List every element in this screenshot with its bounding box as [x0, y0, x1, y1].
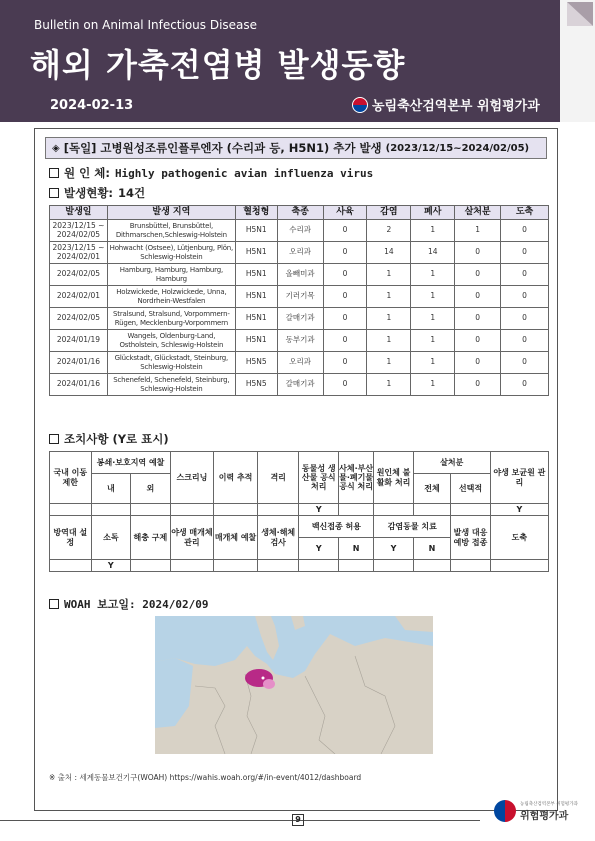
- pathogen-line: [49, 165, 373, 181]
- mark-cell: [338, 504, 373, 516]
- species: 갈매기과: [277, 374, 323, 396]
- measure-zone-out: 외: [131, 474, 171, 504]
- species: 오리과: [277, 242, 323, 264]
- page-number: 9: [292, 814, 304, 826]
- taegeuk-emblem-icon: [494, 800, 516, 822]
- culled-count: 0: [455, 352, 501, 374]
- mark-cell: [299, 560, 339, 572]
- measure-vector-surv: 매개체 예찰: [214, 516, 258, 560]
- serotype: H5N1: [235, 264, 277, 286]
- measure-preventive-vaccination: 발생 대응 예방 접종: [451, 516, 491, 560]
- slaughtered-count: 0: [501, 242, 549, 264]
- slaughtered-count: 0: [501, 352, 549, 374]
- measure-pest-control: 해충 구제: [131, 516, 171, 560]
- species: 기러기목: [277, 286, 323, 308]
- mark-cell: [170, 504, 214, 516]
- table-row: [50, 242, 549, 264]
- slaughtered-count: 0: [501, 220, 549, 242]
- footer-logo-text: 위험평가과: [520, 810, 569, 822]
- measure-vacc-yes: Y: [299, 538, 339, 560]
- dead-count: 1: [411, 220, 455, 242]
- column-header: 폐사: [411, 206, 455, 220]
- mark-cell: [131, 504, 171, 516]
- dead-count: 1: [411, 308, 455, 330]
- infected-count: 1: [367, 286, 411, 308]
- infected-count: 14: [367, 242, 411, 264]
- column-header: 감염: [367, 206, 411, 220]
- culled-count: 0: [455, 286, 501, 308]
- map-svg: [155, 616, 433, 754]
- page-corner: [560, 0, 595, 122]
- outbreak-date: 2024/02/05: [50, 264, 108, 286]
- measure-slaughter: 도축: [490, 516, 548, 560]
- measure-treat-no: N: [413, 538, 450, 560]
- section-title-bar: [45, 137, 547, 159]
- serotype: H5N1: [235, 286, 277, 308]
- bulletin-label: Bulletin on Animal Infectious Disease: [34, 18, 258, 32]
- outbreak-location: Hohwacht (Ostsee), Lütjenburg, Plön, Schleswig-Holstein: [107, 242, 235, 264]
- measure-carcass: 사체·부산물·폐기물 공식 처리: [338, 452, 373, 504]
- organization-name: 농림축산검역본부 위험평가과: [372, 99, 540, 114]
- woah-report-line: [49, 596, 208, 612]
- mark-cell: Y: [91, 560, 131, 572]
- mark-cell: Y: [299, 504, 339, 516]
- dead-count: 1: [411, 286, 455, 308]
- footer-logo-subtitle: 농림축산검역본부 위험평가과: [520, 801, 578, 807]
- mark-cell: [413, 504, 450, 516]
- outbreak-count-value: 14건: [118, 186, 146, 200]
- column-header: 사육: [323, 206, 367, 220]
- mark-cell: [91, 504, 131, 516]
- dead-count: 1: [411, 264, 455, 286]
- outbreak-secondary-marker: [263, 679, 275, 689]
- raised-count: 0: [323, 352, 367, 374]
- slaughtered-count: 0: [501, 308, 549, 330]
- outbreak-table: [49, 205, 549, 396]
- raised-count: 0: [323, 242, 367, 264]
- map-pin-icon: [262, 677, 265, 680]
- measures-heading: [49, 431, 169, 447]
- outbreak-location: Glückstadt, Glückstadt, Steinburg, Schleswig-Holstein: [107, 352, 235, 374]
- measure-tracing: 이력 추적: [214, 452, 258, 504]
- column-header: 축종: [277, 206, 323, 220]
- table-row: [50, 220, 549, 242]
- mark-cell: [50, 504, 92, 516]
- outbreak-location: Holzwickede, Holzwickede, Unna, Nordrhein-Westfalen: [107, 286, 235, 308]
- mark-cell: [257, 504, 299, 516]
- outbreak-location: Wangels, Oldenburg-Land, Ostholstein, Schleswig-Holstein: [107, 330, 235, 352]
- infected-count: 1: [367, 352, 411, 374]
- mark-cell: [257, 560, 299, 572]
- section-title: [독일] 고병원성조류인플루엔자 (수리과 등, H5N1) 추가 발생: [63, 141, 382, 155]
- slaughtered-count: 0: [501, 264, 549, 286]
- mark-cell: [50, 560, 92, 572]
- measure-zone: 봉쇄·보호지역 예찰: [91, 452, 170, 474]
- mark-cell: Y: [490, 504, 548, 516]
- measure-vaccination: 백신접종 허용: [299, 516, 374, 538]
- species: 수리과: [277, 220, 323, 242]
- dead-count: 1: [411, 374, 455, 396]
- culled-count: 0: [455, 264, 501, 286]
- outbreak-date: 2023/12/15 ~ 2024/02/01: [50, 242, 108, 264]
- measure-cull-all: 전체: [413, 474, 450, 504]
- raised-count: 0: [323, 286, 367, 308]
- outbreak-location: Brunsbüttel, Brunsbüttel, Dithmarschen,Schleswig-Holstein: [107, 220, 235, 242]
- table-row: [50, 286, 549, 308]
- checkbox-square-icon: [49, 168, 59, 178]
- checkbox-square-icon: [49, 188, 59, 198]
- page-header: [0, 0, 560, 122]
- column-header: 도축: [501, 206, 549, 220]
- mark-cell: [413, 560, 450, 572]
- slaughtered-count: 0: [501, 286, 549, 308]
- mark-cell: [374, 560, 414, 572]
- table-row: [50, 308, 549, 330]
- infected-count: 1: [367, 374, 411, 396]
- column-header: 발생일: [50, 206, 108, 220]
- pathogen-value: Highly pathogenic avian influenza virus: [114, 166, 374, 180]
- raised-count: 0: [323, 220, 367, 242]
- measure-treat-yes: Y: [374, 538, 414, 560]
- table-header-row: [50, 206, 549, 220]
- measure-treatment: 감염동물 치료: [374, 516, 451, 538]
- footer-logo: [494, 800, 578, 822]
- infected-count: 1: [367, 308, 411, 330]
- culled-count: 0: [455, 374, 501, 396]
- species: 오리과: [277, 352, 323, 374]
- measure-wild-vector: 야생 매개체 관리: [170, 516, 214, 560]
- outbreak-date: 2024/02/01: [50, 286, 108, 308]
- outbreak-date: 2024/01/19: [50, 330, 108, 352]
- dead-count: 14: [411, 242, 455, 264]
- slaughtered-count: 0: [501, 330, 549, 352]
- outbreak-date: 2024/01/16: [50, 374, 108, 396]
- serotype: H5N5: [235, 374, 277, 396]
- infected-count: 1: [367, 264, 411, 286]
- dead-count: 1: [411, 330, 455, 352]
- outbreak-location: Schenefeld, Schenefeld, Steinburg, Schleswig-Holstein: [107, 374, 235, 396]
- checkbox-square-icon: [49, 434, 59, 444]
- infected-count: 1: [367, 330, 411, 352]
- report-box: [34, 128, 558, 811]
- raised-count: 0: [323, 374, 367, 396]
- column-header: 혈청형: [235, 206, 277, 220]
- outbreak-date: 2024/01/16: [50, 352, 108, 374]
- raised-count: 0: [323, 264, 367, 286]
- column-header: 발생 지역: [107, 206, 235, 220]
- species: 갈매기과: [277, 308, 323, 330]
- measures-marks-row-2: [50, 560, 549, 572]
- source-note: ※ 출처 : 세계동물보건기구(WOAH) https://wahis.woah.org/#/in-event/4012/dashboard: [49, 773, 362, 782]
- mark-cell: [451, 560, 491, 572]
- outbreak-date: 2024/02/05: [50, 308, 108, 330]
- table-row: [50, 264, 549, 286]
- serotype: H5N1: [235, 242, 277, 264]
- species: 동부기과: [277, 330, 323, 352]
- serotype: H5N1: [235, 330, 277, 352]
- measure-wild-reservoir: 야생 보균원 관리: [490, 452, 548, 504]
- mark-cell: [214, 504, 258, 516]
- mark-cell: [451, 504, 491, 516]
- outbreak-map: [155, 616, 433, 754]
- measure-domestic-restrict: 국내 이동 제한: [50, 452, 92, 504]
- outbreak-date: 2023/12/15 ~ 2024/02/05: [50, 220, 108, 242]
- infected-count: 2: [367, 220, 411, 242]
- species: 올빼미과: [277, 264, 323, 286]
- measures-table: [49, 451, 549, 572]
- mark-cell: [338, 560, 373, 572]
- page-title: 해외 가축전염병 발생동향: [30, 46, 406, 84]
- mark-cell: [490, 560, 548, 572]
- slaughtered-count: 0: [501, 374, 549, 396]
- measures-marks-row-1: [50, 504, 549, 516]
- table-row: [50, 352, 549, 374]
- raised-count: 0: [323, 308, 367, 330]
- measure-culling: 살처분: [413, 452, 490, 474]
- table-row: [50, 374, 549, 396]
- measure-surveillance-test: 생체·해체 검사: [257, 516, 299, 560]
- serotype: H5N1: [235, 308, 277, 330]
- culled-count: 1: [455, 220, 501, 242]
- measure-screening: 스크리닝: [170, 452, 214, 504]
- culled-count: 0: [455, 242, 501, 264]
- outbreak-location: Stralsund, Stralsund, Vorpommern-Rügen, Mecklenburg-Vorpommern: [107, 308, 235, 330]
- measure-zone-in: 내: [91, 474, 131, 504]
- measure-quarantine: 격리: [257, 452, 299, 504]
- organization: [352, 95, 540, 114]
- serotype: H5N5: [235, 352, 277, 374]
- section-period: (2023/12/15~2024/02/05): [385, 142, 530, 154]
- mark-cell: [374, 504, 414, 516]
- raised-count: 0: [323, 330, 367, 352]
- column-header: 살처분: [455, 206, 501, 220]
- measure-disinfection: 소독: [91, 516, 131, 560]
- measure-biosecurity: 방역대 설정: [50, 516, 92, 560]
- outbreak-count-line: [49, 185, 145, 201]
- measures-heading-text: 조치사항 (Y로 표시): [64, 432, 169, 446]
- woah-report-date: WOAH 보고일: 2024/02/09: [64, 598, 209, 611]
- table-row: [50, 330, 549, 352]
- measure-vacc-no: N: [338, 538, 373, 560]
- pathogen-label: 원 인 체:: [64, 166, 110, 180]
- measure-inactivation: 원인체 불활화 처리: [374, 452, 414, 504]
- measure-animal-products: 동물성 생산물 공식 처리: [299, 452, 339, 504]
- taegeuk-emblem-icon: [352, 97, 368, 113]
- diamond-bullet-icon: ◈: [52, 142, 60, 154]
- footer-rule: [0, 820, 480, 821]
- culled-count: 0: [455, 308, 501, 330]
- mark-cell: [170, 560, 214, 572]
- issue-date: 2024-02-13: [50, 98, 134, 113]
- mark-cell: [131, 560, 171, 572]
- mark-cell: [214, 560, 258, 572]
- dead-count: 1: [411, 352, 455, 374]
- measure-cull-selective: 선택적: [451, 474, 491, 504]
- checkbox-square-icon: [49, 599, 59, 609]
- serotype: H5N1: [235, 220, 277, 242]
- outbreak-count-label: 발생현황:: [64, 186, 114, 200]
- outbreak-location: Hamburg, Hamburg, Hamburg, Hamburg: [107, 264, 235, 286]
- culled-count: 0: [455, 330, 501, 352]
